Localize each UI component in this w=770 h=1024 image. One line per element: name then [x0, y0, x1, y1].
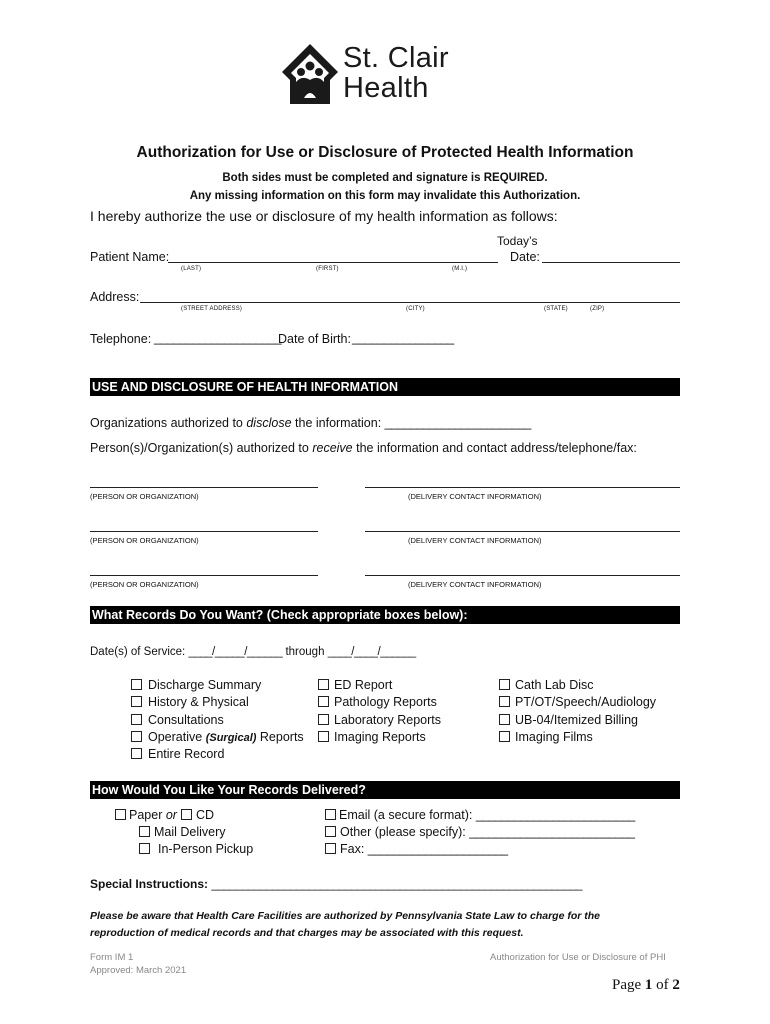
other-label: Other (please specify): __________________________ [340, 825, 635, 839]
patient-name-label: Patient Name: [90, 250, 170, 264]
special-instructions: Special Instructions: _____________________________________________________________ [90, 877, 582, 891]
logo-line1: St. Clair [343, 42, 449, 74]
notice-invalidate: Any missing information on this form may invalidate this Authorization. [189, 190, 581, 202]
pathology-reports-checkbox[interactable] [318, 696, 329, 707]
section-delivery-header: How Would You Like Your Records Delivered? [90, 781, 680, 799]
todays-label: Today’s [497, 234, 538, 248]
patient-name-field[interactable] [168, 262, 498, 263]
recipient-3-contact-caption: (DELIVERY CONTACT INFORMATION) [408, 580, 542, 589]
dob-label: Date of Birth: [278, 332, 351, 346]
dates-of-service-line: Date(s) of Service: ____/_____/______ through ____/____/______ [90, 646, 416, 658]
imaging-reports-label: Imaging Reports [334, 730, 426, 744]
cath-lab-disc-label: Cath Lab Disc [515, 678, 594, 692]
telephone-field[interactable]: ____________________ [154, 331, 282, 345]
persons-receive-line: Person(s)/Organization(s) authorized to receive the information and contact address/telephone/fax: [90, 441, 637, 455]
intro-text: I hereby authorize the use or disclosure of my health information as follows: [90, 208, 558, 224]
logo-line2: Health [343, 72, 429, 104]
ed-report-label: ED Report [334, 678, 393, 692]
recipient-3-contact-field[interactable] [365, 575, 680, 576]
paper-checkbox[interactable] [115, 809, 126, 820]
street-caption: (STREET ADDRESS) [181, 306, 243, 312]
email-field[interactable]: _________________________ [475, 808, 635, 822]
ed-report-checkbox[interactable] [318, 679, 329, 690]
cd-checkbox[interactable] [181, 809, 192, 820]
section-records-header: What Records Do You Want? (Check appropriate boxes below): [90, 606, 680, 624]
history-physical-label: History & Physical [148, 695, 249, 709]
discharge-summary-checkbox[interactable] [131, 679, 142, 690]
paper-label: Paper or [129, 808, 177, 822]
other-checkbox[interactable] [325, 826, 336, 837]
fax-label: Fax: ______________________ [340, 842, 508, 856]
discharge-summary-label: Discharge Summary [148, 678, 262, 692]
laboratory-reports-label: Laboratory Reports [334, 713, 442, 727]
entire-record-label: Entire Record [148, 747, 225, 761]
pt-ot-speech-label: PT/OT/Speech/Audiology [515, 695, 657, 709]
history-physical-checkbox[interactable] [131, 696, 142, 707]
dates-from-field[interactable]: ____/_____/______ [188, 646, 283, 658]
imaging-reports-checkbox[interactable] [318, 731, 329, 742]
entire-record-checkbox[interactable] [131, 748, 142, 759]
consultations-label: Consultations [148, 713, 224, 727]
other-field[interactable]: __________________________ [469, 825, 635, 839]
orgs-disclose-line: Organizations authorized to disclose the information: _______________________ [90, 416, 531, 430]
address-label: Address: [90, 290, 140, 304]
operative-reports-checkbox[interactable] [131, 731, 142, 742]
recipient-2-contact-field[interactable] [365, 531, 680, 532]
mail-delivery-checkbox[interactable] [139, 826, 150, 837]
imaging-films-label: Imaging Films [515, 730, 593, 744]
in-person-pickup-label: In-Person Pickup [158, 842, 254, 856]
recipient-1-caption: (PERSON OR ORGANIZATION) [90, 492, 199, 501]
state-caption: (STATE) [544, 306, 568, 312]
disclaimer-line2: reproduction of medical records and that charges may be associated with this request. [90, 927, 524, 939]
ub04-billing-label: UB-04/Itemized Billing [515, 713, 638, 727]
cd-label: CD [196, 808, 215, 822]
laboratory-reports-checkbox[interactable] [318, 714, 329, 725]
ub04-billing-checkbox[interactable] [499, 714, 510, 725]
imaging-films-checkbox[interactable] [499, 731, 510, 742]
operative-reports-label: Operative (Surgical) Reports [148, 730, 304, 744]
first-caption: (FIRST) [316, 266, 339, 272]
todays-date-field[interactable] [542, 262, 680, 263]
recipient-1-field[interactable] [90, 487, 318, 488]
recipient-2-field[interactable] [90, 531, 318, 532]
footer-form-id: Form IM 1 [90, 952, 134, 963]
orgs-disclose-field[interactable]: _______________________ [384, 416, 531, 430]
dates-to-field[interactable]: ____/____/______ [327, 646, 416, 658]
recipient-3-field[interactable] [90, 575, 318, 576]
disclaimer-line1: Please be aware that Health Care Facilities are authorized by Pennsylvania State Law to charge for the [90, 910, 601, 922]
page-number: Page 1 of 2 [612, 977, 680, 993]
date-label: Date: [510, 250, 540, 264]
email-checkbox[interactable] [325, 809, 336, 820]
email-label: Email (a secure format): _________________________ [339, 808, 635, 822]
consultations-checkbox[interactable] [131, 714, 142, 725]
notice-required: Both sides must be completed and signature is REQUIRED. [222, 172, 548, 184]
footer-doc-name: Authorization for Use or Disclosure of PHI [490, 952, 666, 963]
pt-ot-speech-checkbox[interactable] [499, 696, 510, 707]
page-title: Authorization for Use or Disclosure of Protected Health Information [136, 144, 634, 161]
in-person-pickup-checkbox[interactable] [139, 843, 150, 854]
recipient-1-contact-caption: (DELIVERY CONTACT INFORMATION) [408, 492, 542, 501]
pathology-reports-label: Pathology Reports [334, 695, 437, 709]
recipient-2-contact-caption: (DELIVERY CONTACT INFORMATION) [408, 536, 542, 545]
recipient-3-caption: (PERSON OR ORGANIZATION) [90, 580, 199, 589]
section-use-disclosure-header: USE AND DISCLOSURE OF HEALTH INFORMATION [90, 378, 680, 396]
logo-icon [280, 42, 340, 106]
zip-caption: (ZIP) [590, 306, 605, 312]
city-caption: (CITY) [406, 306, 425, 312]
last-caption: (LAST) [181, 266, 202, 272]
mi-caption: (M.I.) [452, 266, 468, 272]
mail-delivery-label: Mail Delivery [154, 825, 226, 839]
special-instructions-field[interactable]: _____________________________________________________________ [211, 877, 582, 891]
logo [280, 42, 460, 106]
recipient-2-caption: (PERSON OR ORGANIZATION) [90, 536, 199, 545]
recipient-1-contact-field[interactable] [365, 487, 680, 488]
footer-approved: Approved: March 2021 [90, 965, 187, 976]
cath-lab-disc-checkbox[interactable] [499, 679, 510, 690]
address-field[interactable] [140, 302, 680, 303]
telephone-label: Telephone: [90, 332, 152, 346]
fax-checkbox[interactable] [325, 843, 336, 854]
dob-field[interactable]: ________________ [352, 331, 454, 345]
fax-field[interactable]: ______________________ [367, 842, 508, 856]
